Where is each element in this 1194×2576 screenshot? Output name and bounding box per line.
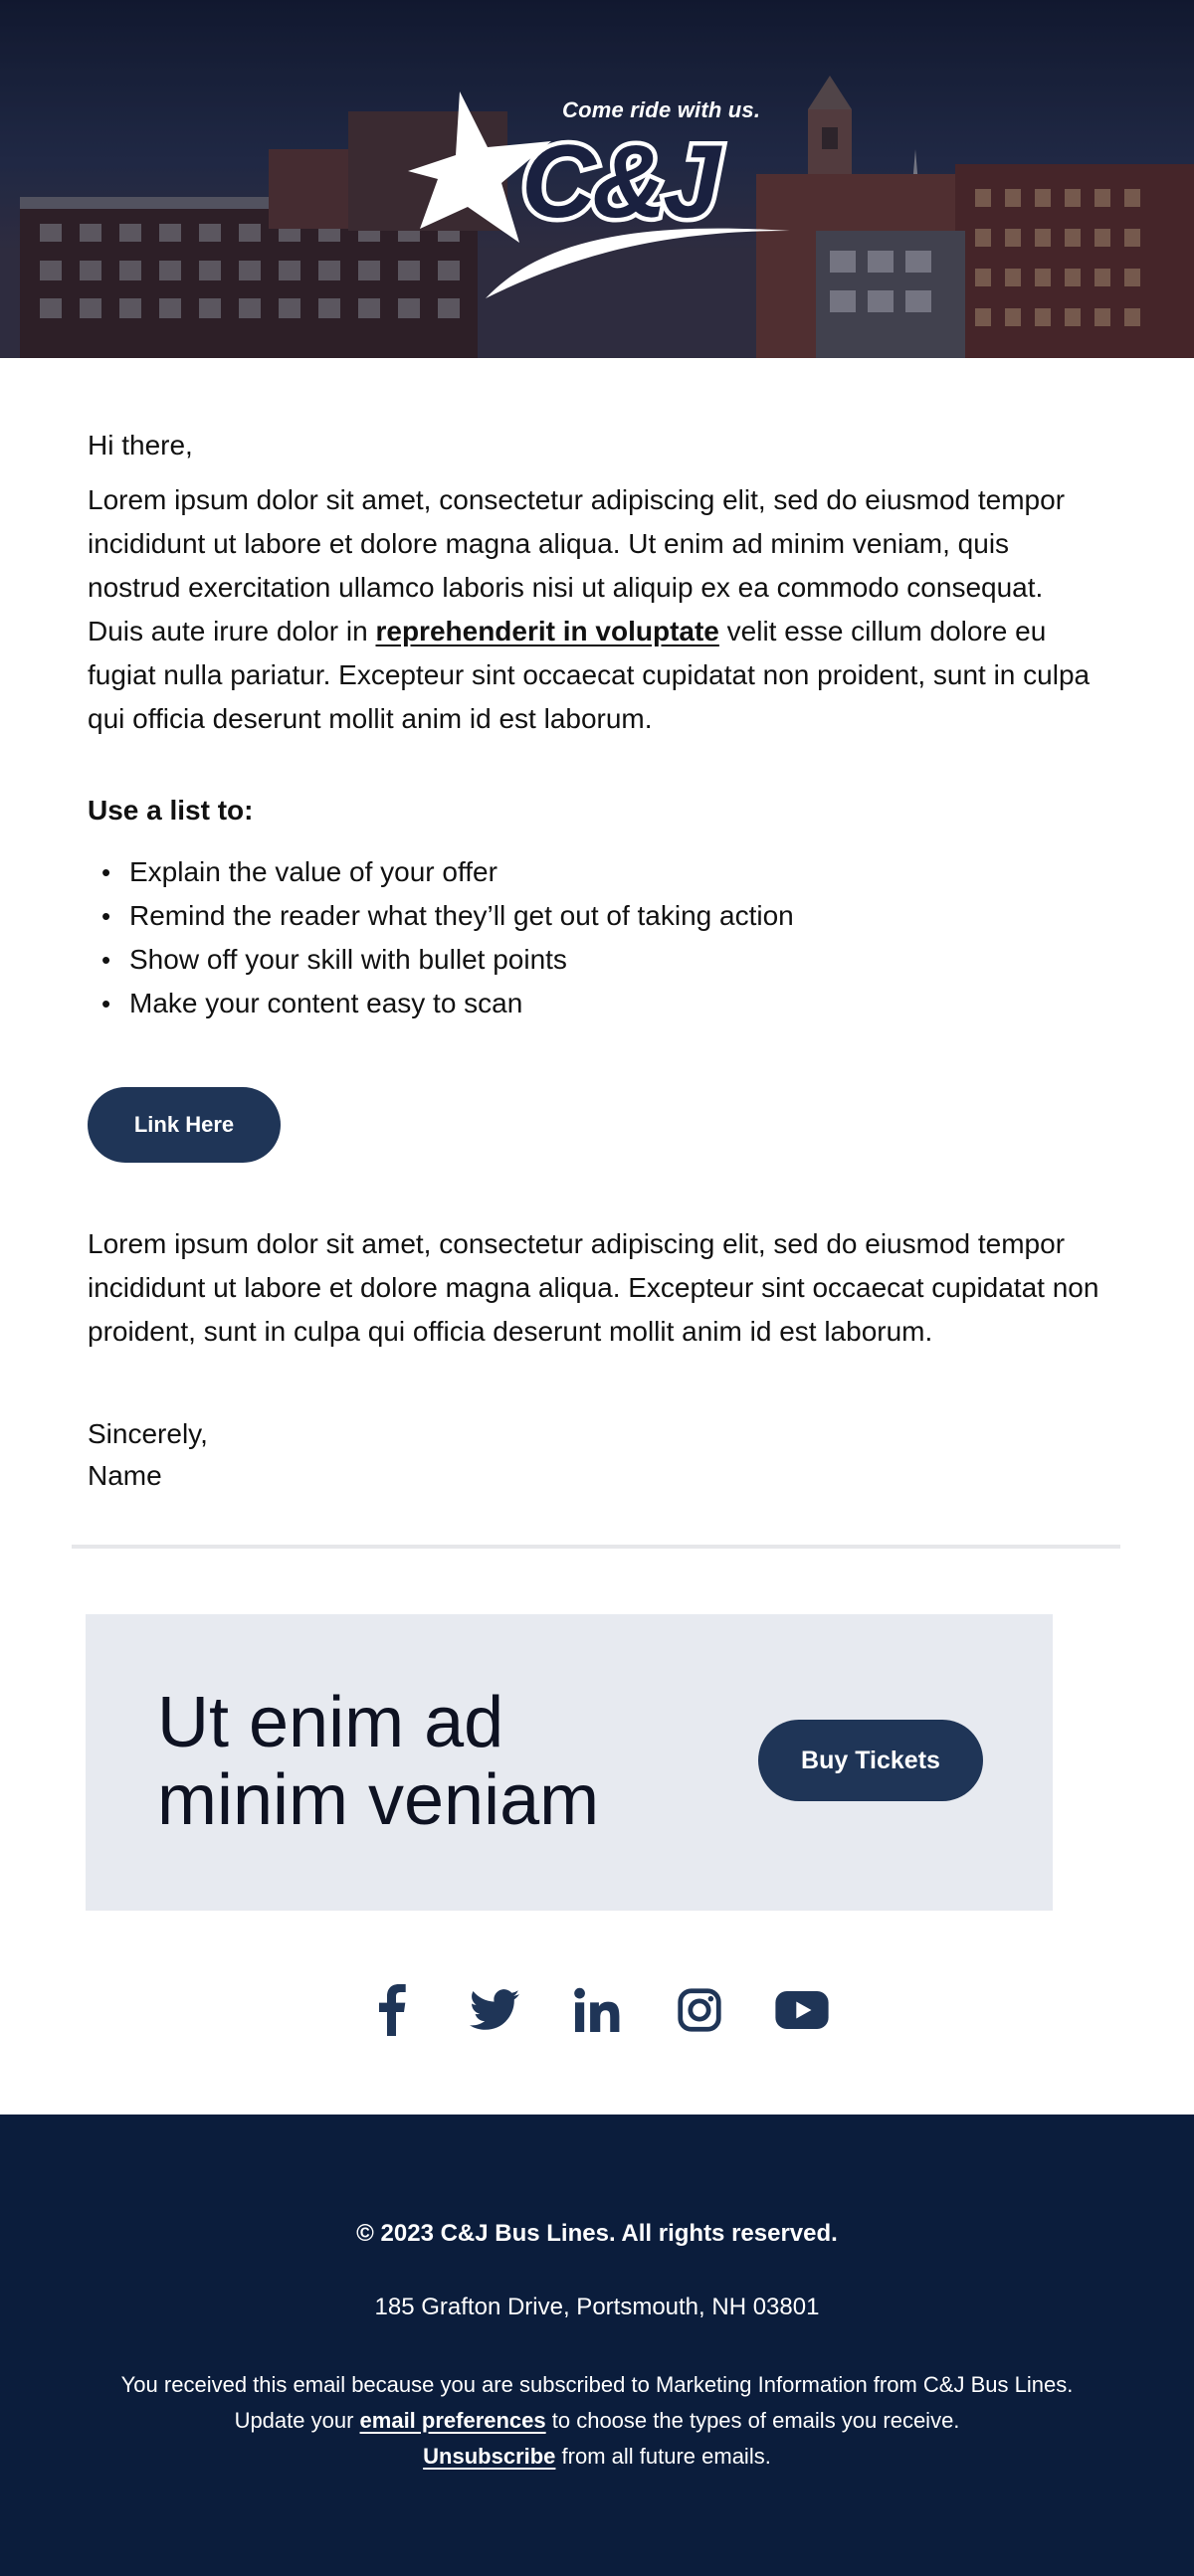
notice-line-2 <box>0 2403 1194 2439</box>
hero-banner <box>0 0 1194 358</box>
signoff: Sincerely, <box>88 1418 208 1450</box>
email-preferences-link[interactable]: email preferences <box>359 2408 546 2433</box>
email-body <box>0 426 1194 1497</box>
greeting: Hi there, <box>88 430 193 460</box>
subscription-notice <box>0 2367 1194 2475</box>
instagram-icon[interactable] <box>649 1988 751 2032</box>
paragraph-1-text-start: Lorem ipsum dolor sit amet, consectetur adipiscing elit, sed do eiusmod tempor incididunt ut labore et dolore magna aliqua. Ut enim ad minim veniam, quis nostrud exercitation ullamco laboris nisi ut aliquip ex ea commodo consequat. Duis aute irure dolor in <box>88 484 1066 647</box>
company-address: 185 Grafton Drive, Portsmouth, NH 03801 <box>374 2294 820 2320</box>
link-here-button[interactable]: Link Here <box>88 1087 281 1163</box>
list-heading: Use a list to: <box>88 795 254 827</box>
divider <box>72 1545 1120 1549</box>
signature-name: Name <box>88 1460 162 1492</box>
buy-tickets-button[interactable]: Buy Tickets <box>758 1720 983 1801</box>
inline-link[interactable]: reprehenderit in voluptate <box>375 616 719 647</box>
tagline: Come ride with us. <box>562 97 761 122</box>
bullet-list <box>88 850 1106 1025</box>
promo-title-line-2: minim veniam <box>157 1760 600 1841</box>
signoff-block <box>88 1413 1106 1497</box>
paragraph-2: Lorem ipsum dolor sit amet, consectetur adipiscing elit, sed do eiusmod tempor incididunt ut labore et dolore magna aliqua. Excepteur sint occaecat cupidatat non proident, sunt in culpa qui officia deserunt mollit anim id est laborum. <box>88 1228 1099 1348</box>
notice-line-1: You received this email because you are subscribed to Marketing Information from C&J Bus Lines. <box>120 2372 1074 2397</box>
list-item: • Make your content easy to scan <box>101 982 1106 1025</box>
linkedin-icon[interactable] <box>546 1987 649 2033</box>
promo-banner <box>86 1614 1053 1911</box>
list-item: • Remind the reader what they’ll get out of taking action <box>101 894 1106 938</box>
list-item: • Explain the value of your offer <box>101 850 1106 894</box>
footer <box>0 2115 1194 2576</box>
notice-line-3 <box>0 2439 1194 2475</box>
promo-title-line-1: Ut enim ad <box>157 1683 504 1763</box>
youtube-icon[interactable] <box>751 1991 854 2029</box>
notice-text: Update your <box>234 2408 360 2433</box>
paragraph-1 <box>88 478 1106 741</box>
unsubscribe-link[interactable]: Unsubscribe <box>423 2444 556 2469</box>
social-links <box>0 1970 1194 2050</box>
twitter-icon[interactable] <box>444 1989 546 2031</box>
promo-title <box>157 1684 625 1839</box>
paragraph-1-text-end: velit esse cillum dolore eu fugiat nulla pariatur. Excepteur sint occaecat cupidatat non proident, sunt in culpa qui officia deserunt mollit anim id est laborum. <box>88 616 1091 735</box>
copyright: © 2023 C&J Bus Lines. All rights reserved. <box>356 2220 838 2247</box>
notice-text: to choose the types of emails you receive. <box>545 2408 960 2433</box>
logo-wordmark: C&J <box>521 124 717 240</box>
list-item: • Show off your skill with bullet points <box>101 938 1106 982</box>
notice-text: from all future emails. <box>555 2444 771 2469</box>
facebook-icon[interactable] <box>341 1984 444 2036</box>
